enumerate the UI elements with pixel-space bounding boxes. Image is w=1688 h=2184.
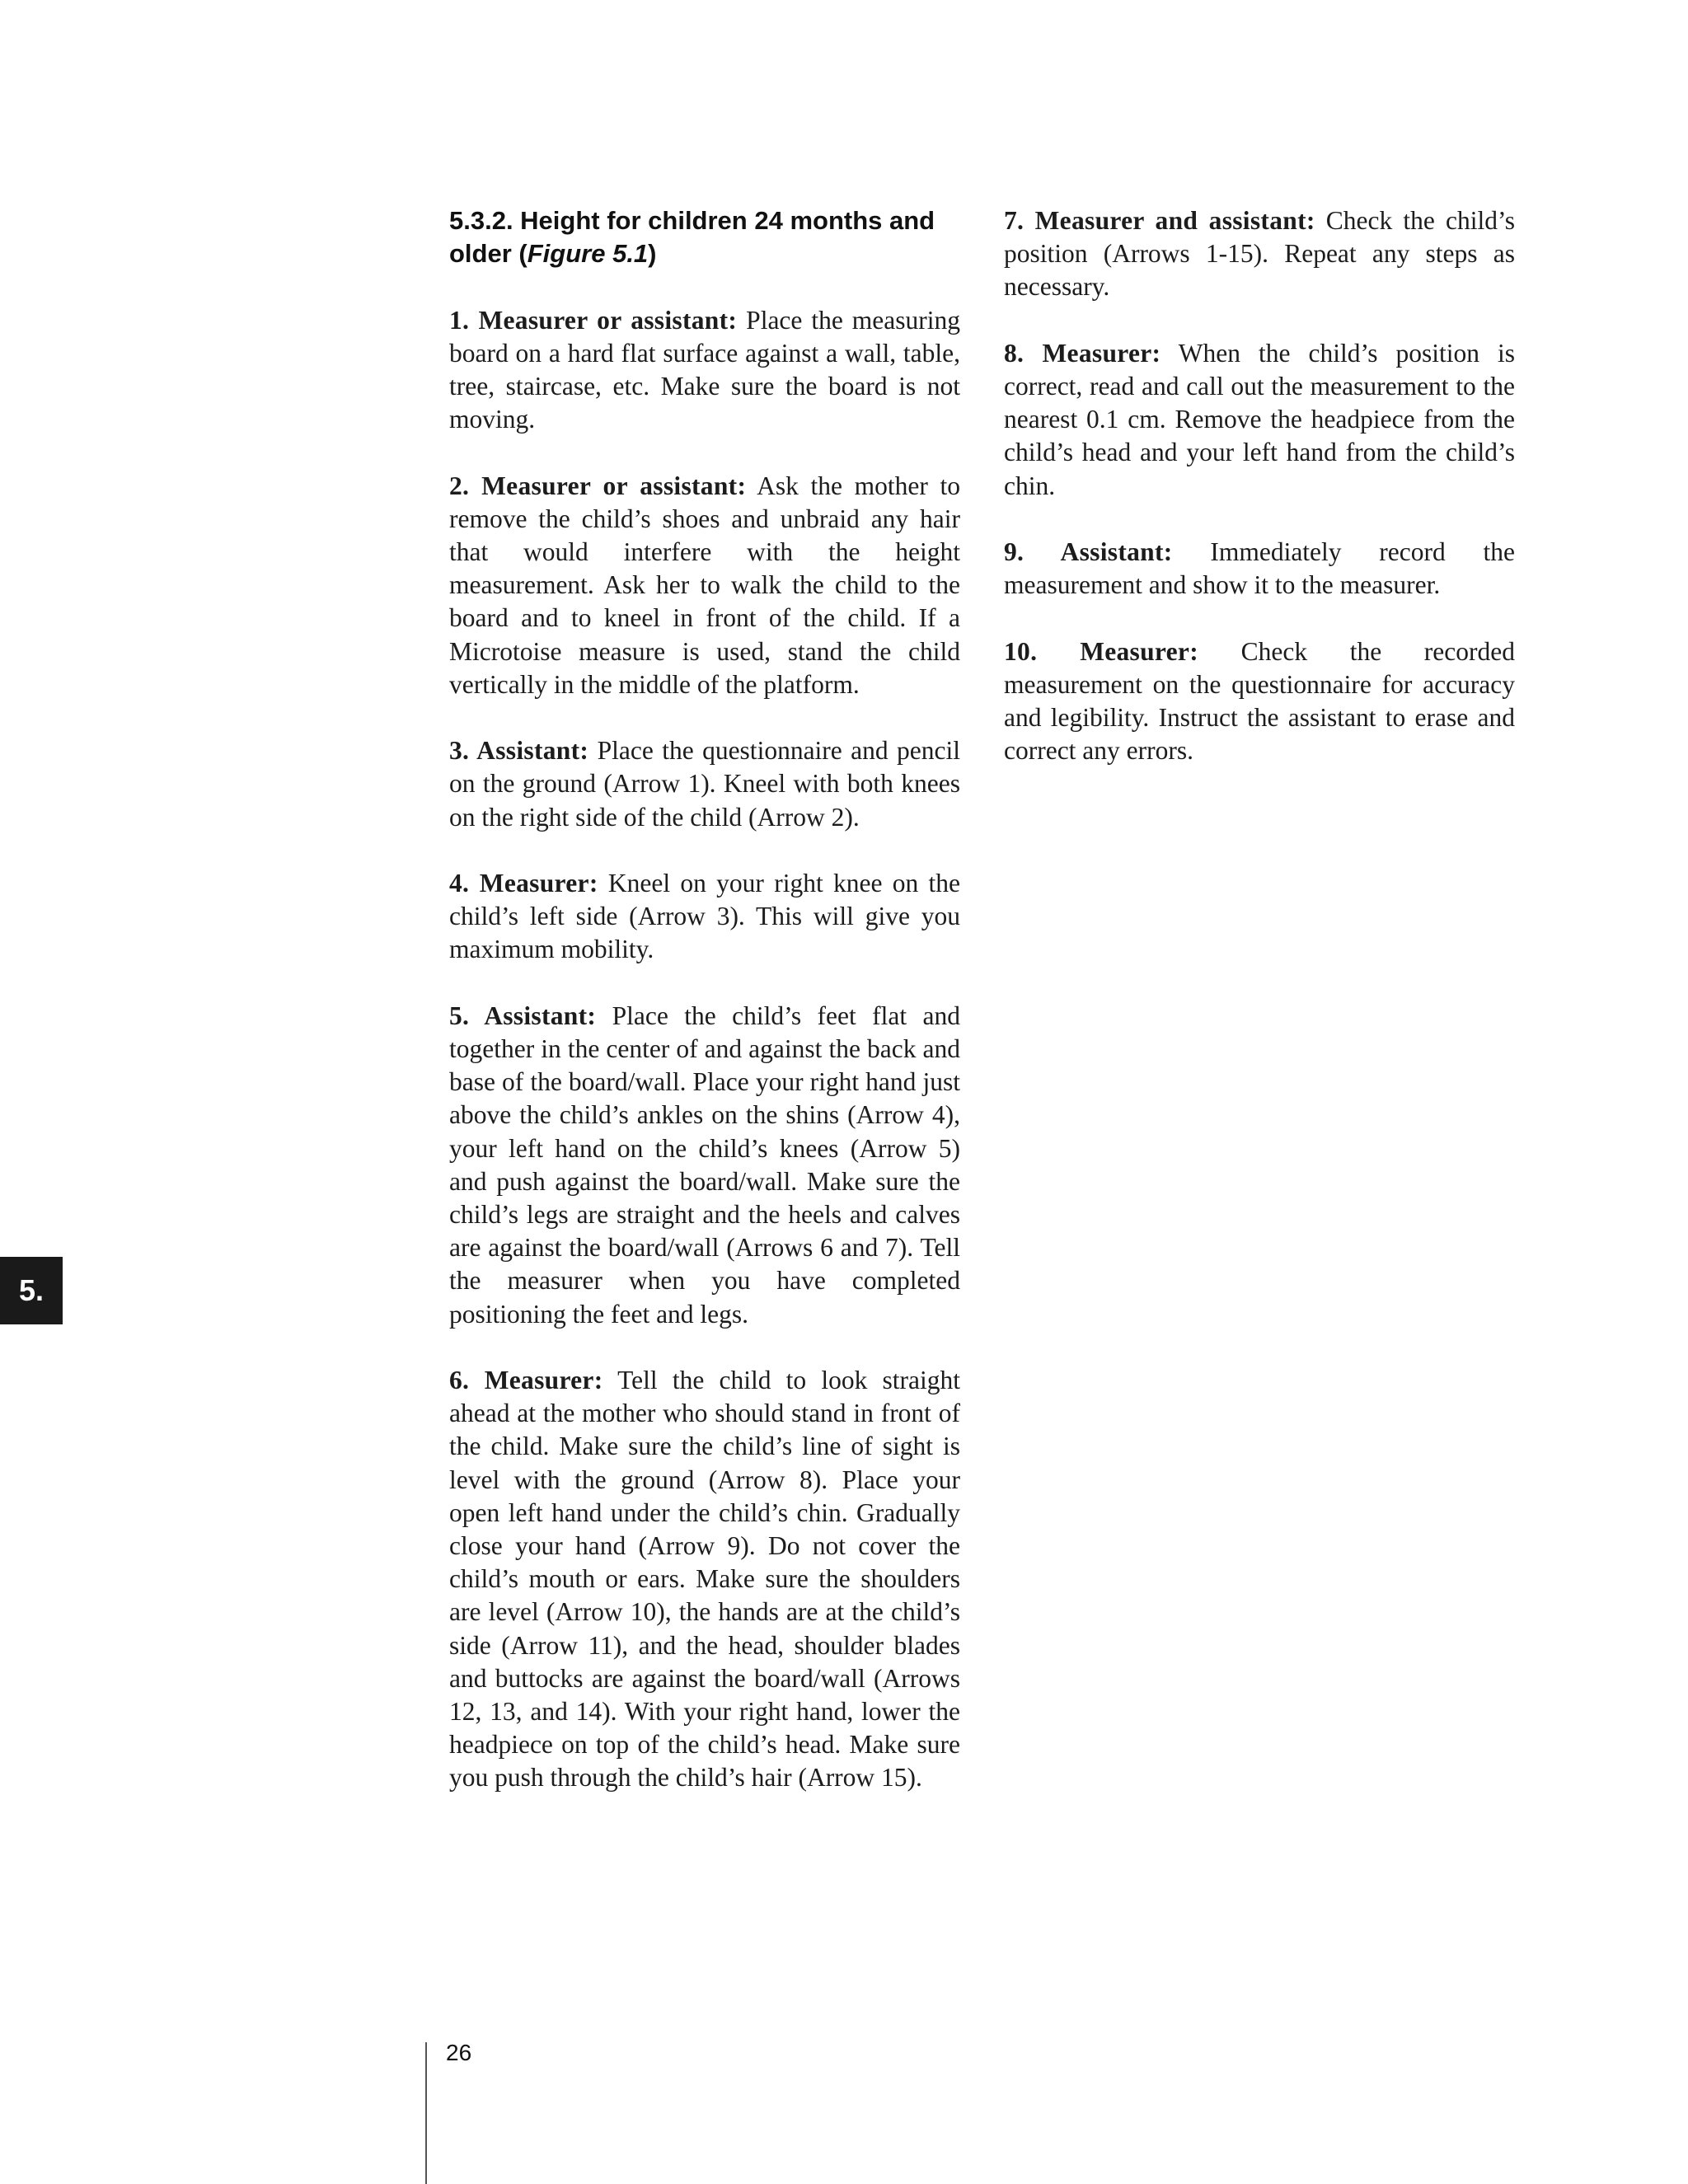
right-column bbox=[1004, 204, 1515, 767]
step-5 bbox=[449, 1000, 960, 1331]
step-lead: 7. Measurer and assistant: bbox=[1004, 206, 1315, 235]
step-text: Tell the child to look straight ahead at the mother who should stand in front of the child. Make sure the child’s line of sight is level with the ground (Arrow 8). Place your open left hand under the child’s chin. Gradually close your hand (Arrow 9). Do not cover the child’s mouth or ears. Make sure the shoulders are level (Arrow 10), the hands are at the child’s side (Arrow 11), and the head, shoulder blades and buttocks are against the board/wall (Arrows 12, 13, and 14). With your right hand, lower the headpiece on top of the child’s head. Make sure you push through the child’s hair (Arrow 15). bbox=[449, 1366, 960, 1793]
step-lead: 10. Measurer: bbox=[1004, 636, 1198, 666]
step-text: Place the measuring board on a hard flat surface against a wall, table, tree, staircase, etc. Make sure the board is not moving. bbox=[449, 305, 960, 434]
section-heading: 5.3.2. Height for children 24 months and older (Figure 5.1) bbox=[449, 206, 935, 269]
step-text: Check the child’s position (Arrows 1-15). Repeat any steps as necessary. bbox=[1004, 206, 1515, 302]
step-10 bbox=[1004, 635, 1515, 768]
page-divider-line bbox=[425, 2042, 427, 2184]
chapter-tab: 5. bbox=[0, 1257, 63, 1324]
step-lead: 8. Measurer: bbox=[1004, 338, 1161, 368]
step-9 bbox=[1004, 536, 1515, 602]
step-lead: 3. Assistant: bbox=[449, 736, 589, 766]
step-text: Place the questionnaire and pencil on the ground (Arrow 1). Kneel with both knees on the right side of the child (Arrow 2). bbox=[449, 736, 960, 832]
step-6 bbox=[449, 1364, 960, 1795]
step-lead: 6. Measurer: bbox=[449, 1366, 603, 1395]
left-column bbox=[449, 204, 960, 1795]
page-number: 26 bbox=[446, 2040, 472, 2065]
step-2 bbox=[449, 470, 960, 701]
step-7 bbox=[1004, 204, 1515, 304]
step-8 bbox=[1004, 337, 1515, 503]
step-lead: 5. Assistant: bbox=[449, 1001, 597, 1030]
step-lead: 4. Measurer: bbox=[449, 869, 598, 898]
step-text: Ask the mother to remove the child’s shoes and unbraid any hair that would interfere with the height measurement. Ask her to walk the child to the board and to kneel in front of the child. If a Microtoise measure is used, stand the child vertically in the middle of the platform. bbox=[449, 471, 960, 699]
step-text: Immediately record the measurement and show it to the measurer. bbox=[1004, 537, 1515, 600]
step-text: Kneel on your right knee on the child’s left side (Arrow 3). This will give you maximum mobility. bbox=[449, 869, 960, 964]
step-text: Place the child’s feet flat and together in the center of and against the back and base of the board/wall. Place your right hand just above the child’s ankles on the shins (Arrow 4), your left hand on the child’s knees (Arrow 5) and push against the board/wall. Make sure the child’s legs are straight and the heels and calves are against the board/wall (Arrows 6 and 7). Tell the measurer when you have completed positioning the feet and legs. bbox=[449, 1001, 960, 1329]
figure-reference: Figure 5.1 bbox=[527, 239, 649, 269]
step-text: When the child’s position is correct, read and call out the measurement to the nearest 0.1 cm. Remove the headpiece from the child’s head and your left hand from the child’s chin. bbox=[1004, 338, 1515, 500]
step-lead: 1. Measurer or assistant: bbox=[449, 305, 738, 335]
step-lead: 2. Measurer or assistant: bbox=[449, 471, 747, 500]
step-3 bbox=[449, 734, 960, 834]
step-1 bbox=[449, 304, 960, 437]
step-text: Check the recorded measurement on the questionnaire for accuracy and legibility. Instruct the assistant to erase and correct any errors. bbox=[1004, 636, 1515, 766]
step-lead: 9. Assistant: bbox=[1004, 537, 1173, 566]
step-4 bbox=[449, 867, 960, 967]
